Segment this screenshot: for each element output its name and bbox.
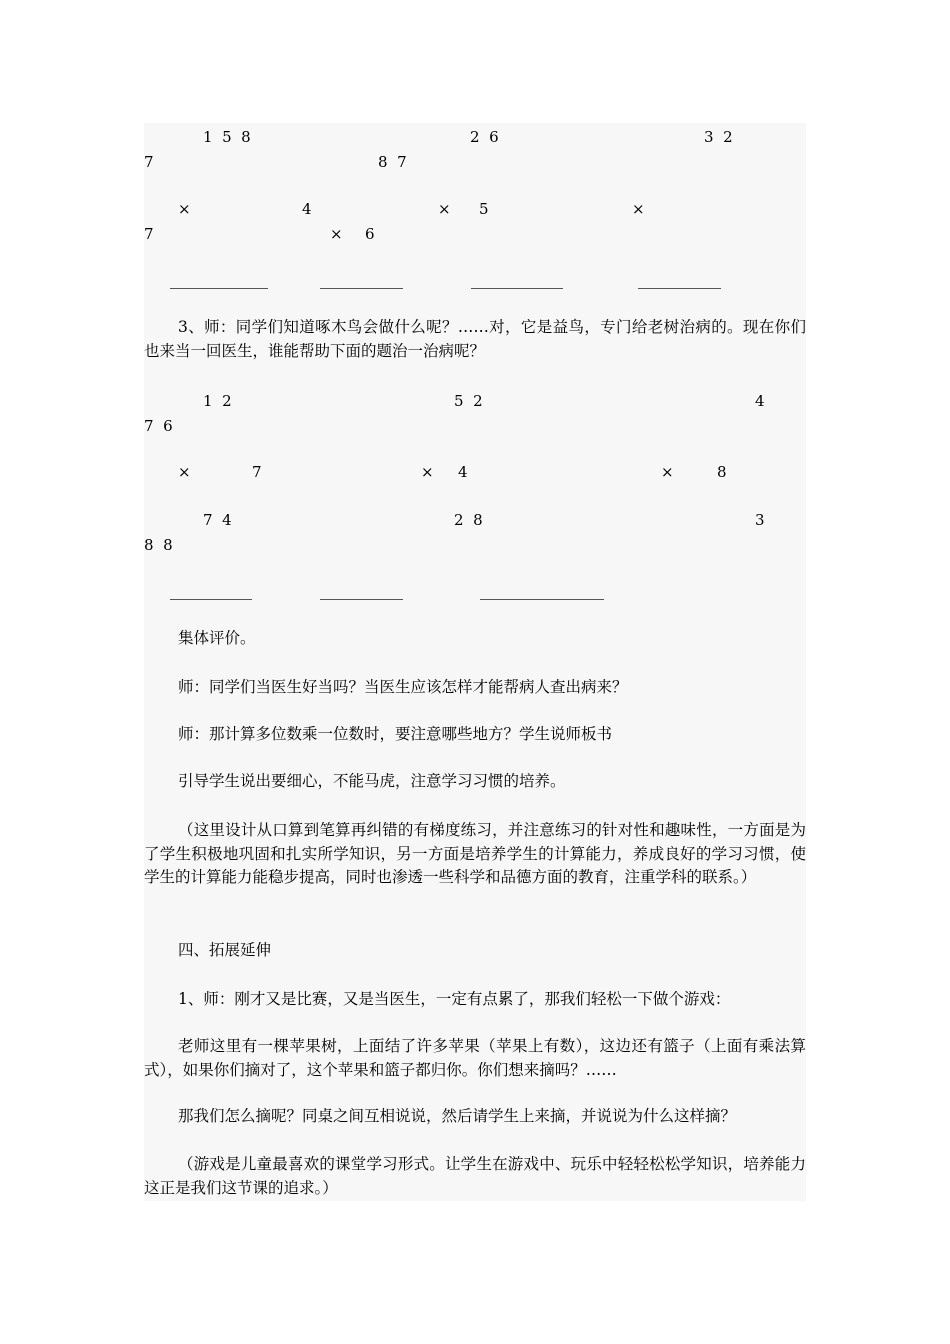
g2-p1-row2: 7 6: [144, 417, 173, 435]
g2-p2-answer: 2 8: [454, 511, 483, 529]
game-note: （游戏是儿童最喜欢的课堂学习形式。让学生在游戏中、玩乐中轻轻松松学知识，培养能力这正是我们这节课的追求。）: [144, 1155, 806, 1197]
collective-evaluation: 集体评价。: [178, 629, 256, 647]
g1-answer-line-3: [471, 288, 563, 289]
g2-p1-mult-sign: ×: [178, 463, 191, 481]
g2-p3-answer: 3: [755, 511, 765, 529]
game-apple-tree: 老师这里有一棵苹果树，上面结了许多苹果（苹果上有数），这边还有篮子（上面有乘法算式），如果你们摘对了，这个苹果和篮子都归你。你们想来摘吗？……: [144, 1037, 806, 1079]
g1-p1-row2: 7: [144, 153, 154, 171]
g1-p3-multiplier: 6: [365, 225, 375, 243]
g2-p3-row1: 4: [755, 392, 765, 410]
paragraph-woodpecker: 3、师：同学们知道啄木鸟会做什么呢？……对，它是益鸟，专门给老树治病的。现在你们也来当一回医生，谁能帮助下面的题治一治病呢？: [144, 318, 806, 360]
g1-p3-mult-sign: ×: [632, 200, 645, 218]
g1-p2-row1: 2 6: [470, 128, 499, 146]
g2-p2-mult-sign: ×: [421, 463, 434, 481]
game-intro: 1、师：刚才又是比赛，又是当医生，一定有点累了，那我们轻松一下做个游戏：: [178, 990, 731, 1008]
g1-p3-row2: 7: [144, 225, 154, 243]
guide-students: 引导学生说出要细心，不能马虎，注意学习习惯的培养。: [178, 772, 566, 790]
g2-p3-mult-sign: ×: [661, 463, 674, 481]
section-heading-extension: 四、拓展延伸: [178, 941, 272, 959]
g2-p1-answer: 7 4: [203, 511, 232, 529]
g2-p1-answer-row2: 8 8: [144, 536, 173, 554]
teacher-question-multiplication: 师：那计算多位数乘一位数时，要注意哪些地方？学生说师板书: [178, 725, 613, 743]
g1-p1-row1: 1 5 8: [203, 128, 251, 146]
g1-p1-mult-sign: ×: [178, 200, 191, 218]
g1-p2-row2: 8 7: [378, 153, 407, 171]
g1-p3-mult-sign-2: ×: [330, 225, 343, 243]
g1-p2-multiplier: 5: [479, 200, 489, 218]
g2-p1-row1: 1 2: [203, 392, 232, 410]
game-how-to-pick: 那我们怎么摘呢？同桌之间互相说说，然后请学生上来摘，并说说为什么这样摘？: [178, 1107, 737, 1125]
g1-p1-multiplier: 4: [302, 200, 312, 218]
g2-p2-row1: 5 2: [454, 392, 483, 410]
g2-answer-line-2: [320, 599, 403, 600]
g1-answer-line-4: [638, 288, 721, 289]
g1-p3-row1: 3 2: [704, 128, 733, 146]
design-note: （这里设计从口算到笔算再纠错的有梯度练习，并注意练习的针对性和趣味性，一方面是为了学生积极地巩固和扎实所学知识，另一方面是培养学生的计算能力，养成良好的学习习惯，使学生的计算能力能稳步提高，同时也渗透一些科学和品德方面的教育，注重学科的联系。）: [144, 821, 806, 886]
g1-answer-line-1: [170, 288, 268, 289]
teacher-question-doctor: 师：同学们当医生好当吗？当医生应该怎样才能帮病人查出病来？: [178, 678, 628, 696]
g2-answer-line-3: [480, 599, 604, 600]
g2-p1-multiplier: 7: [252, 463, 262, 481]
g2-p3-multiplier: 8: [717, 463, 727, 481]
g1-answer-line-2: [320, 288, 403, 289]
g1-p2-mult-sign: ×: [438, 200, 451, 218]
g2-p2-multiplier: 4: [458, 463, 468, 481]
g2-answer-line-1: [170, 599, 252, 600]
